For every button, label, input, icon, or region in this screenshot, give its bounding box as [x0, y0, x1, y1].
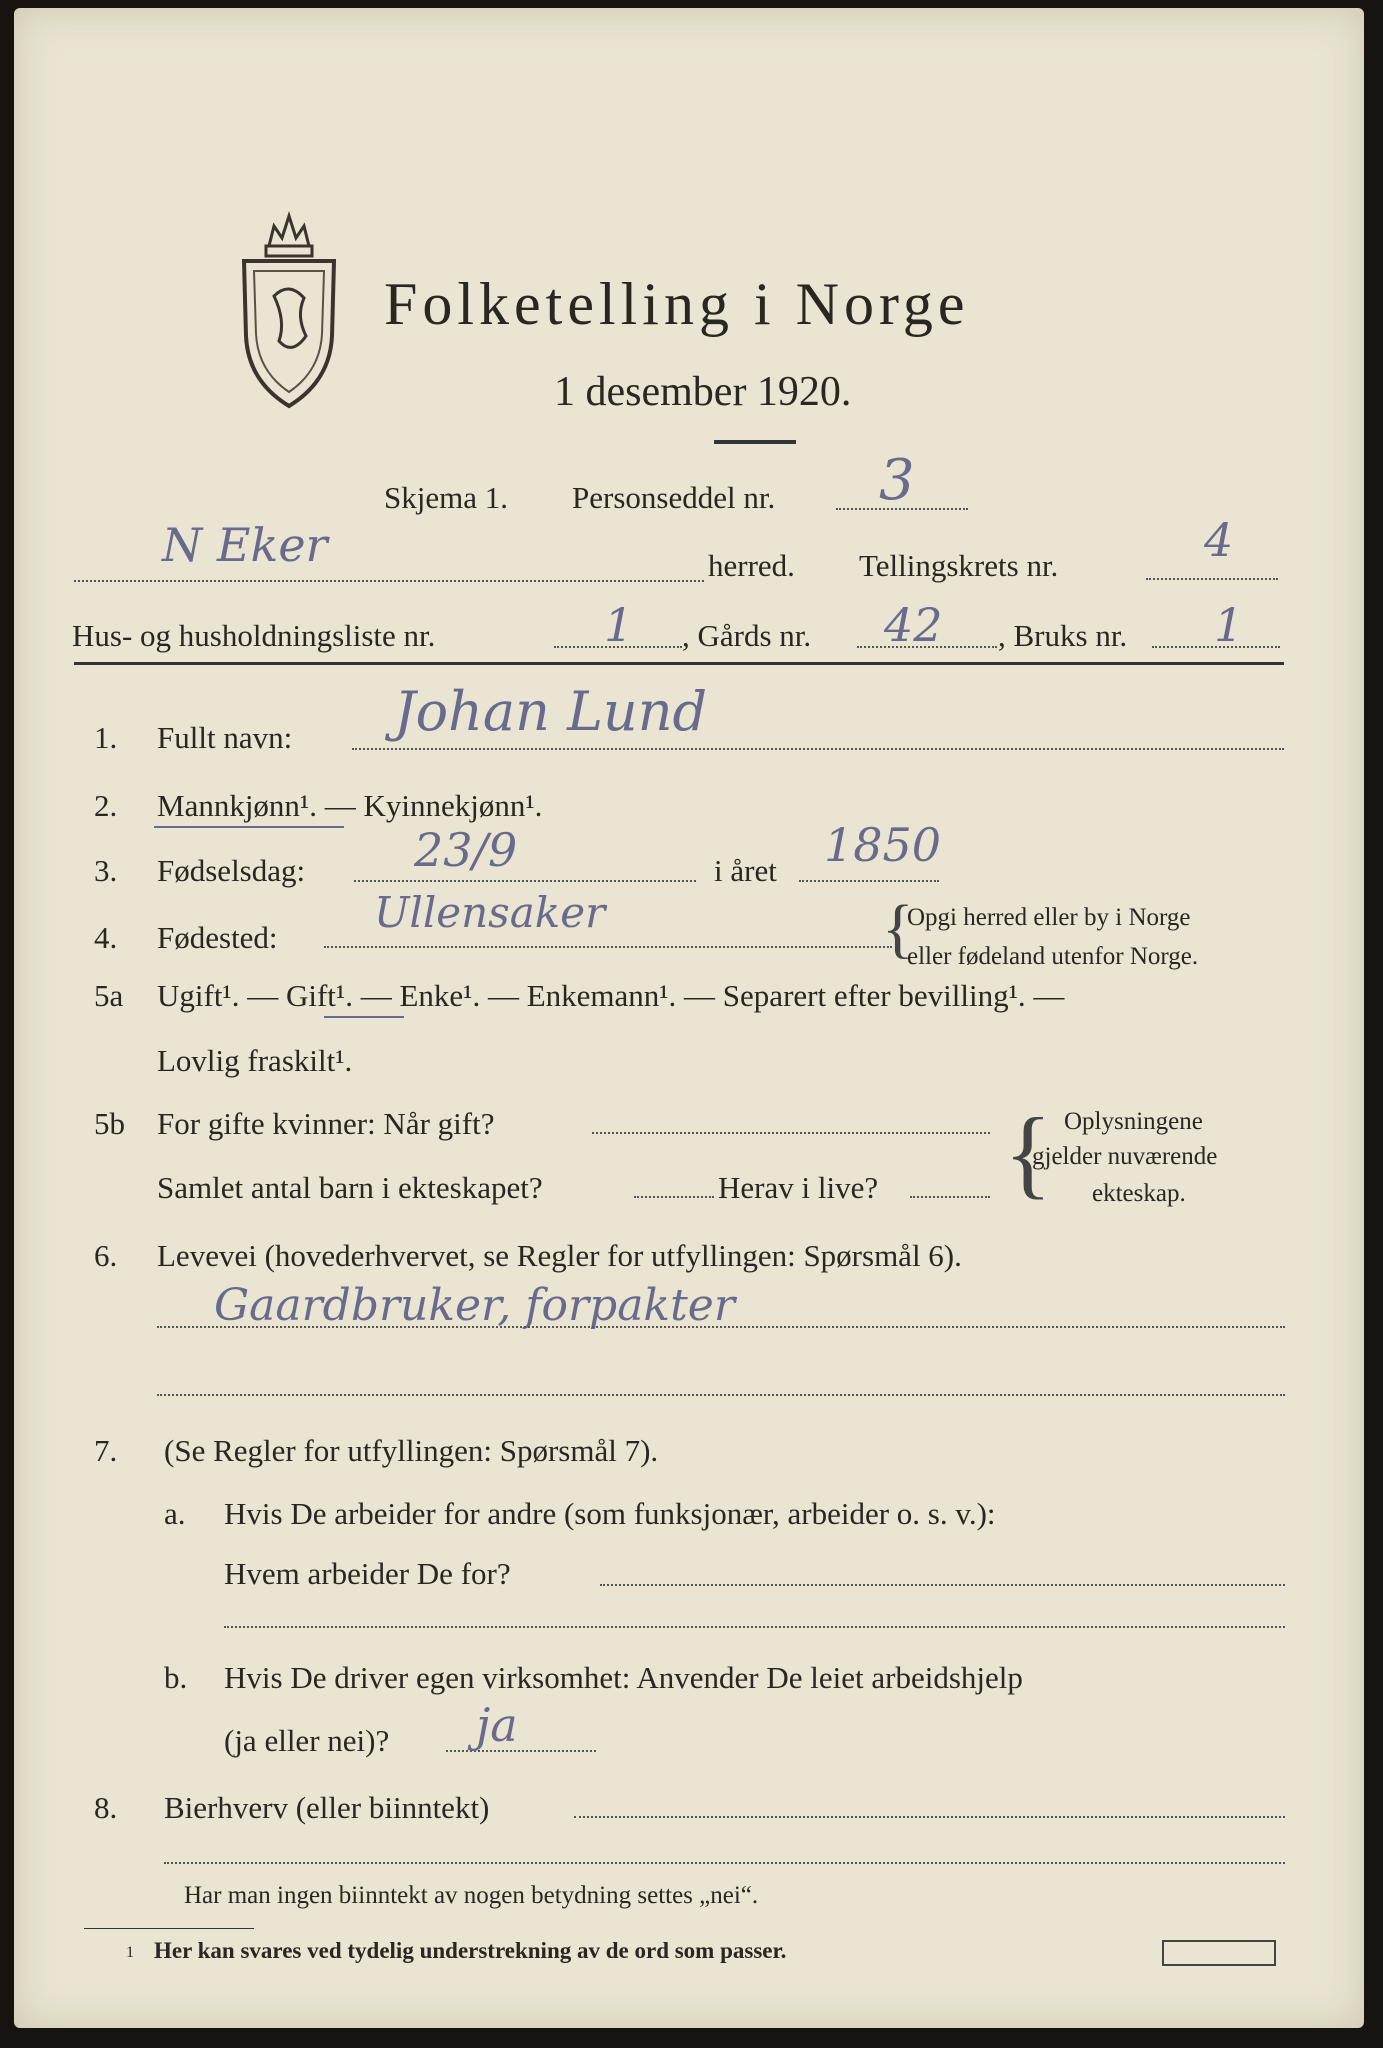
- q8-label: Bierhverv (eller biinntekt): [164, 1790, 490, 1825]
- herred-label: herred.: [708, 548, 795, 583]
- footnote-mark: 1: [126, 1944, 134, 1961]
- hus-value: 1: [604, 598, 634, 652]
- q1-value: Johan Lund: [394, 680, 708, 743]
- q5b-note-2: gjelder nuværende: [1032, 1143, 1218, 1170]
- census-form: [14, 8, 1364, 2028]
- q3-label: Fødselsdag:: [157, 853, 306, 888]
- coat-of-arms-icon: [234, 206, 344, 416]
- personseddel-label: Personseddel nr.: [572, 480, 776, 515]
- footnote-rule: [84, 1928, 254, 1929]
- q5b-line1: For gifte kvinner: Når gift?: [157, 1106, 495, 1141]
- printer-stamp: [1162, 1940, 1276, 1966]
- q7a-line-2: [224, 1626, 1285, 1628]
- page-title: Folketelling i Norge: [384, 271, 970, 337]
- q5b-line2: Samlet antal barn i ekteskapet?: [157, 1170, 543, 1205]
- personseddel-value: 3: [879, 448, 915, 513]
- q4-note-1: Opgi herred eller by i Norge: [907, 904, 1191, 931]
- q4-note-2: eller fødeland utenfor Norge.: [907, 943, 1199, 970]
- q7-label: (Se Regler for utfyllingen: Spørsmål 7).: [164, 1433, 659, 1468]
- q7b-line2: (ja eller nei)?: [224, 1723, 390, 1758]
- q5b-note-1: Oplysningene: [1064, 1108, 1203, 1135]
- q7a-line: [600, 1584, 1285, 1586]
- q1-label: Fullt navn:: [157, 720, 293, 755]
- q6-label: Levevei (hovederhvervet, se Regler for utfyllingen: Spørsmål 6).: [157, 1238, 962, 1273]
- q4-number: 4.: [94, 920, 118, 955]
- herred-line: [74, 580, 704, 582]
- hus-label: Hus- og husholdningsliste nr.: [72, 618, 436, 653]
- q3-value: 23/9: [414, 823, 518, 877]
- q8-line-2: [164, 1862, 1285, 1864]
- q4-line: [324, 946, 892, 948]
- tellingskrets-line: [1146, 578, 1278, 580]
- q5b-live-label: Herav i live?: [718, 1170, 879, 1205]
- census-date: 1 desember 1920.: [554, 369, 852, 415]
- q7a-line2: Hvem arbeider De for?: [224, 1556, 511, 1591]
- q7-number: 7.: [94, 1433, 118, 1468]
- q5b-note-3: ekteskap.: [1092, 1180, 1186, 1207]
- q5a-underline: [324, 1016, 404, 1018]
- tellingskrets-label: Tellingskrets nr.: [859, 548, 1059, 583]
- bruks-label: , Bruks nr.: [998, 618, 1128, 653]
- q7a-line1: Hvis De arbeider for andre (som funksjonær, arbeider o. s. v.):: [224, 1496, 996, 1531]
- q3-number: 3.: [94, 853, 118, 888]
- q3-line: [354, 880, 696, 882]
- q5b-number: 5b: [94, 1106, 125, 1141]
- q6-line-1: [157, 1326, 1285, 1328]
- q2-number: 2.: [94, 788, 118, 823]
- title-divider: [714, 440, 796, 444]
- q5b-brace: {: [1004, 1097, 1052, 1208]
- gards-value: 42: [884, 598, 943, 652]
- q3-year-line: [799, 880, 939, 882]
- q5b-children-line: [634, 1196, 714, 1198]
- q1-number: 1.: [94, 720, 118, 755]
- q7b-value: ja: [476, 1698, 518, 1752]
- bruks-value: 1: [1214, 598, 1244, 652]
- q2-underline: [154, 826, 344, 828]
- q5b-live-line: [910, 1196, 990, 1198]
- footer-note: Har man ingen biinntekt av nogen betydning settes „nei“.: [184, 1882, 759, 1909]
- q7b-line1: Hvis De driver egen virksomhet: Anvender De leiet arbeidshjelp: [224, 1660, 1023, 1695]
- skjema-label: Skjema 1.: [384, 480, 508, 515]
- q3-year-label: i året: [714, 853, 777, 888]
- q3-year-value: 1850: [824, 818, 942, 872]
- gards-label: , Gårds nr.: [682, 618, 812, 653]
- q6-line-2: [157, 1394, 1285, 1396]
- section-divider: [74, 662, 1284, 665]
- q5b-when-line: [592, 1132, 990, 1134]
- q2-label: Mannkjønn¹. — Kyinnekjønn¹.: [157, 788, 543, 823]
- q4-value: Ullensaker: [374, 888, 606, 937]
- herred-value: N Eker: [162, 518, 328, 572]
- q4-label: Fødested:: [157, 920, 278, 955]
- q7b-number: b.: [164, 1660, 188, 1695]
- q8-line: [574, 1816, 1285, 1818]
- q7a-number: a.: [164, 1496, 186, 1531]
- q5a-line2: Lovlig fraskilt¹.: [157, 1043, 353, 1078]
- q8-number: 8.: [94, 1790, 118, 1825]
- tellingskrets-value: 4: [1204, 513, 1234, 567]
- q7b-line: [446, 1750, 596, 1752]
- q6-number: 6.: [94, 1238, 118, 1273]
- q6-value: Gaardbruker, forpakter: [214, 1280, 735, 1331]
- q5a-line1: Ugift¹. — Gift¹. — Enke¹. — Enkemann¹. — Separert efter bevilling¹. —: [157, 978, 1065, 1013]
- q5a-number: 5a: [94, 978, 124, 1013]
- footnote-text: Her kan svares ved tydelig understrekning av de ord som passer.: [154, 1938, 787, 1963]
- q1-line: [352, 748, 1284, 750]
- q4-brace: {: [882, 892, 914, 965]
